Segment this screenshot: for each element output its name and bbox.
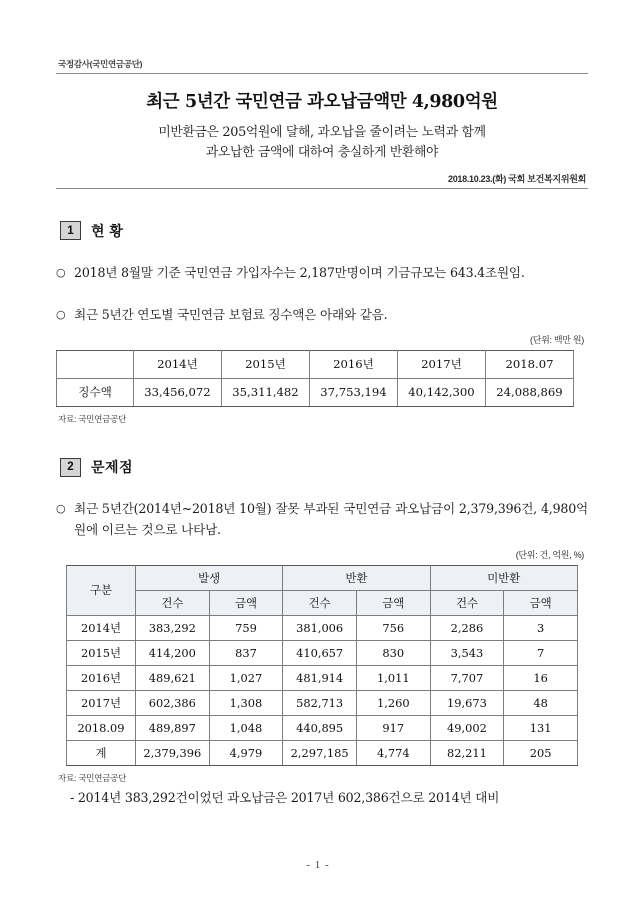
t2-cell: 837 (209, 641, 283, 666)
byline-divider (56, 188, 588, 189)
t2-cell: 410,657 (283, 641, 357, 666)
section1-source-note: 자료: 국민연금공단 (58, 414, 127, 425)
table-row (67, 641, 578, 666)
t2-cell: 1,011 (356, 666, 430, 691)
t1-cell: 24,088,869 (486, 379, 574, 407)
section1-bullet-1 (56, 263, 588, 283)
t1-col-header: 2014년 (134, 351, 222, 379)
collection-amount-table (56, 350, 574, 407)
table-row (57, 379, 574, 407)
t2-cell: 2,297,185 (283, 741, 357, 766)
t2-cell: 481,914 (283, 666, 357, 691)
t2-cell: 7,707 (430, 666, 504, 691)
t2-cell: 4,979 (209, 741, 283, 766)
t1-col-header: 2015년 (222, 351, 310, 379)
t2-cell: 602,386 (136, 691, 210, 716)
t2-cell: 19,673 (430, 691, 504, 716)
section1-bullet-1-text: 2018년 8월말 기준 국민연금 가입자수는 2,187만명이며 기금규모는 643.4조원임. (74, 264, 525, 280)
section-heading-1 (56, 221, 588, 241)
t1-cell: 35,311,482 (222, 379, 310, 407)
overpayment-table (66, 565, 578, 766)
bullet-marker-icon: ○ (56, 308, 66, 322)
t2-cell: 2,286 (430, 616, 504, 641)
t1-row-label: 징수액 (57, 379, 134, 407)
header-divider (56, 73, 588, 74)
section-title-2: 문제점 (91, 459, 134, 476)
t2-gubun-header: 구분 (67, 566, 136, 616)
t2-cell: 2,379,396 (136, 741, 210, 766)
page-number: - 1 - (306, 859, 330, 871)
t2-sub-header: 금액 (504, 591, 578, 616)
t2-sub-header: 금액 (356, 591, 430, 616)
t2-cell: 489,621 (136, 666, 210, 691)
t2-row-label: 2015년 (67, 641, 136, 666)
t1-col-header: 2018.07 (486, 351, 574, 379)
t2-cell: 3 (504, 616, 578, 641)
t2-cell: 381,006 (283, 616, 357, 641)
table-row (67, 691, 578, 716)
section2-dash-text: - 2014년 383,292건이었던 과오납금은 2017년 602,386건으로 2014년 대비 (70, 790, 500, 806)
t1-lead-header (57, 351, 134, 379)
t2-row-label: 2014년 (67, 616, 136, 641)
t2-sub-header: 건수 (430, 591, 504, 616)
t2-cell: 917 (356, 716, 430, 741)
t2-cell: 48 (504, 691, 578, 716)
section-number-badge-2: 2 (60, 458, 81, 477)
t1-col-header: 2017년 (398, 351, 486, 379)
t1-cell: 37,753,194 (310, 379, 398, 407)
section-title-1: 현 황 (91, 222, 124, 239)
t2-cell: 1,048 (209, 716, 283, 741)
t2-cell: 756 (356, 616, 430, 641)
t2-cell: 759 (209, 616, 283, 641)
section1-unit-note: (단위: 백만 원) (530, 335, 584, 346)
t2-cell: 414,200 (136, 641, 210, 666)
table-header-row-group (67, 566, 578, 591)
byline: 2018.10.23.(화) 국회 보건복지위원회 (448, 173, 586, 184)
t2-cell: 1,027 (209, 666, 283, 691)
table-row (67, 716, 578, 741)
t1-cell: 40,142,300 (398, 379, 486, 407)
table-row (67, 666, 578, 691)
section1-bullet-2 (56, 305, 588, 325)
t2-group-header-occurred: 발생 (136, 566, 283, 591)
t2-cell: 1,260 (356, 691, 430, 716)
subtitle-line-1: 미반환금은 205억원에 달해, 과오납을 줄이려는 노력과 함께 (158, 125, 486, 140)
table-row (57, 351, 574, 379)
t2-cell: 830 (356, 641, 430, 666)
section1-bullet-2-text: 최근 5년간 연도별 국민연금 보험료 징수액은 아래와 같음. (74, 307, 388, 323)
table-row-total (67, 741, 578, 766)
running-head: 국정감사(국민연금공단) (58, 59, 143, 69)
t2-cell: 4,774 (356, 741, 430, 766)
t2-cell: 131 (504, 716, 578, 741)
t2-row-label: 계 (67, 741, 136, 766)
t2-group-header-returned: 반환 (283, 566, 430, 591)
t2-cell: 440,895 (283, 716, 357, 741)
section2-unit-note: (단위: 건, 억원, %) (515, 550, 584, 561)
t2-row-label: 2016년 (67, 666, 136, 691)
t2-cell: 7 (504, 641, 578, 666)
t2-sub-header: 금액 (209, 591, 283, 616)
t2-cell: 82,211 (430, 741, 504, 766)
t2-cell: 16 (504, 666, 578, 691)
t2-cell: 49,002 (430, 716, 504, 741)
t2-row-label: 2018.09 (67, 716, 136, 741)
t2-cell: 205 (504, 741, 578, 766)
section-number-badge-1: 1 (60, 221, 81, 240)
table-header-row-sub (67, 591, 578, 616)
table-row (67, 616, 578, 641)
t2-group-header-unreturned: 미반환 (430, 566, 577, 591)
section2-bullet-1-text: 최근 5년간(2014년~2018년 10월) 잘못 부과된 국민연금 과오납금이 2,379,396건, 4,980억원에 이르는 것으로 나타남. (74, 501, 588, 537)
t1-col-header: 2016년 (310, 351, 398, 379)
t2-cell: 582,713 (283, 691, 357, 716)
t1-cell: 33,456,072 (134, 379, 222, 407)
t2-cell: 1,308 (209, 691, 283, 716)
bullet-marker-icon: ○ (56, 502, 66, 516)
t2-sub-header: 건수 (283, 591, 357, 616)
t2-cell: 383,292 (136, 616, 210, 641)
t2-sub-header: 건수 (136, 591, 210, 616)
t2-row-label: 2017년 (67, 691, 136, 716)
section-heading-2 (56, 457, 588, 477)
section2-bullet-1 (56, 499, 588, 540)
t2-cell: 3,543 (430, 641, 504, 666)
bullet-marker-icon: ○ (56, 265, 66, 279)
t2-cell: 489,897 (136, 716, 210, 741)
subtitle-line-2: 과오납한 금액에 대하여 충실하게 반환해야 (205, 144, 439, 160)
section2-source-note: 자료: 국민연금공단 (58, 773, 127, 784)
page-title: 최근 5년간 국민연금 과오납금액만 4,980억원 (146, 92, 498, 112)
